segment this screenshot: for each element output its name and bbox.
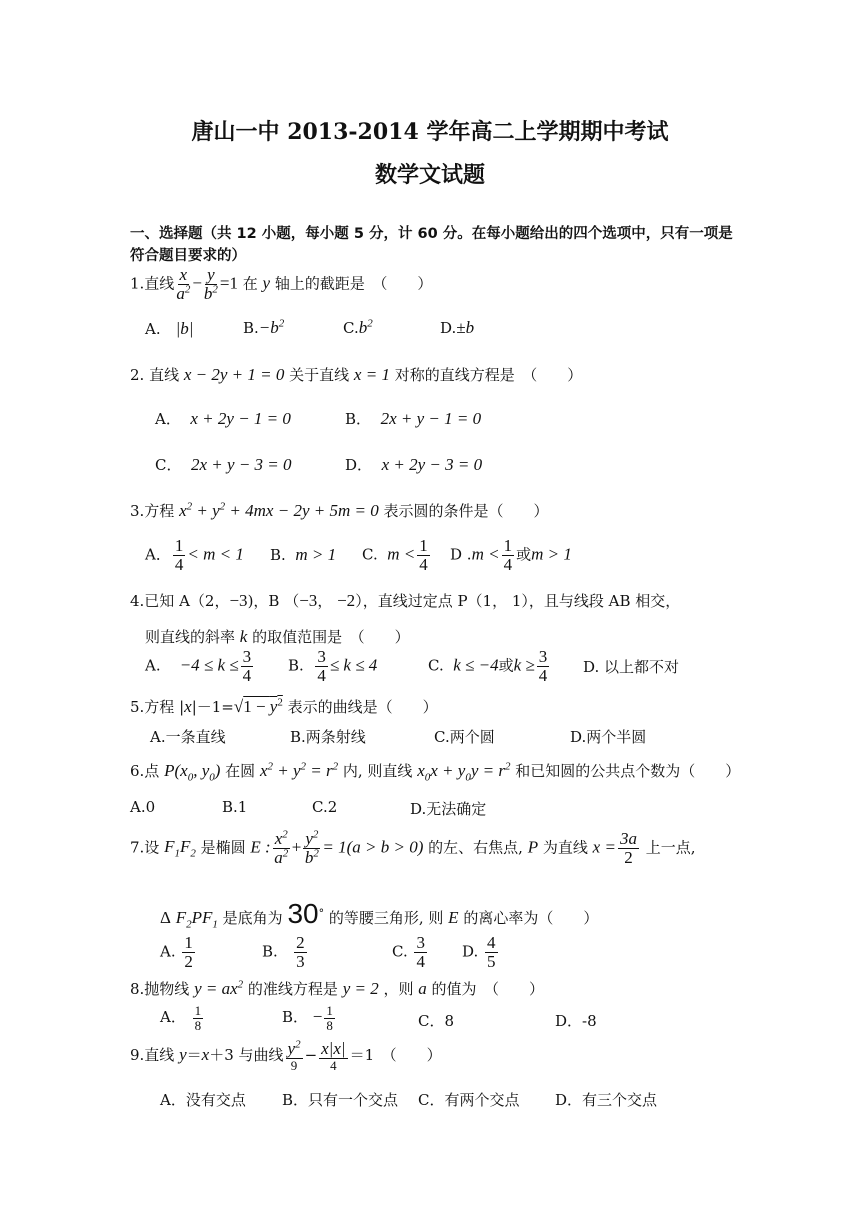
question-7-option-c: C. $\frac{3}{4}$ — [392, 933, 425, 971]
question-3: 3.方程 $x^2 + y^2 + 4mx - 2y + 5m = 0$ 表示圆的条件是（ ） — [130, 500, 549, 520]
question-9-option-a: A．没有交点 — [160, 1091, 246, 1109]
question-5-option-c: C.两个圆 — [434, 728, 495, 746]
question-6-option-c: C.2 — [312, 798, 338, 816]
question-8: 8.抛物线 $y = ax^2$ 的准线方程是 y = 2 ，则 a 的值为 （ ） — [130, 978, 545, 998]
question-1: 1.直线 $\frac{x}{a^2}$ − $\frac{y}{b^2}$ =1 在 y 轴上的截距是 （ ） — [130, 265, 433, 303]
question-6: 6.点 $P(x_0$, $y_0$) 在圆 $x^2 + y^2 = r^2$ 内, 则直线 $x_0x + y_0y = r^2$ 和已知圆的公共点个数为（ ） — [130, 760, 741, 784]
question-7-option-d: D. $\frac{4}{5}$ — [462, 933, 496, 971]
question-7-option-a: A. $\frac{1}{2}$ — [160, 933, 193, 971]
question-4-option-b: B. $\frac{3}{4}$ ≤ k ≤ 4 — [288, 647, 378, 685]
question-1-option-d: D.±b — [440, 318, 475, 337]
question-9-option-b: B．只有一个交点 — [282, 1091, 399, 1109]
question-9-option-c: C．有两个交点 — [418, 1091, 520, 1109]
question-7-line1: 7.设 $F_1F_2$ 是椭圆 E : $\frac{x^2}{a^2}$ + $\frac{y^2}{b^2}$ = 1(a > b > 0) 的左、右焦点, P 为直线 x = $\frac{3a}{2}$ 上一点, — [130, 828, 696, 867]
question-4-line1: 4.已知 A（2，−3)，B （−3， −2），直线过定点 P（1， 1），且与线段 AB 相交， — [130, 591, 681, 610]
question-5-option-b: B.两条射线 — [290, 728, 366, 746]
question-5-option-a: A.一条直线 — [150, 728, 226, 746]
question-1-label: 1.直线 — [130, 274, 175, 293]
question-6-option-a: A.0 — [130, 798, 156, 816]
section-heading-line2: 符合题目要求的） — [130, 248, 246, 264]
question-9-option-d: D．有三个交点 — [555, 1091, 658, 1109]
question-5-option-d: D.两个半圆 — [570, 728, 647, 746]
question-1-option-a: A. |b| — [145, 319, 194, 338]
question-4-option-c: C. k ≤ −4或k ≥ $\frac{3}{4}$ — [428, 647, 548, 685]
question-3-option-c: C. m < $\frac{1}{4}$ — [362, 536, 428, 574]
question-5: 5.方程 $|x|-1=√1 - y^2$ 表示的曲线是（ ） — [130, 696, 438, 716]
question-1-option-b: $B.-b^2$ — [243, 317, 285, 337]
question-2-option-d: D． x + 2y − 3 = 0 — [345, 455, 483, 474]
question-4-option-a: A. −4 ≤ k ≤ $\frac{3}{4}$ — [145, 647, 252, 685]
question-7-line2: Δ $F_2PF_1$ 是底角为 30° 的等腰三角形, 则 E 的离心率为（ ） — [160, 898, 599, 931]
question-3-option-d: D .m < $\frac{1}{4}$ 或m > 1 — [450, 536, 572, 574]
question-2: 2. 直线 x − 2y + 1 = 0 关于直线 x = 1 对称的直线方程是 （ ） — [130, 365, 583, 384]
question-8-option-c: C．8 — [418, 1012, 455, 1030]
question-2-option-a: A． x + 2y − 1 = 0 — [155, 409, 291, 428]
question-4-option-d: D. 以上都不对 — [583, 658, 680, 676]
question-2-option-b: B． 2x + y − 1 = 0 — [345, 409, 482, 428]
question-2-option-c: C． 2x + y − 3 = 0 — [155, 455, 292, 474]
question-8-option-a: A． $\frac{1}{8}$ — [160, 1003, 202, 1033]
section-heading-line1: 一、选择题（共 12 小题，每小题 5 分，计 60 分。在每小题给出的四个选项中，只有一项是 — [130, 226, 733, 242]
question-3-option-b: B. m > 1 — [270, 545, 337, 564]
question-7-option-b: B. $\frac{2}{3}$ — [262, 933, 305, 971]
question-6-option-d: D.无法确定 — [410, 800, 487, 818]
question-4-line2: 则直线的斜率 k 的取值范围是 （ ） — [145, 627, 410, 646]
question-6-option-b: B.1 — [222, 798, 248, 816]
page-title: 唐山一中 2013-2014 学年高二上学期期中考试 — [191, 119, 669, 145]
question-8-option-d: D．-8 — [555, 1012, 597, 1030]
question-3-option-a: A． $\frac{1}{4}$ < m < 1 — [145, 536, 244, 574]
page-subtitle: 数学文试题 — [374, 162, 485, 188]
question-1-option-c: $C.b^2$ — [343, 317, 373, 337]
question-8-option-b: B． − $\frac{1}{8}$ — [282, 1003, 333, 1033]
question-9: 9.直线 y＝x＋3 与曲线 $\frac{y^2}{9}$ − $\frac{x|x|}{4}$ ＝1 （ ） — [130, 1038, 442, 1073]
